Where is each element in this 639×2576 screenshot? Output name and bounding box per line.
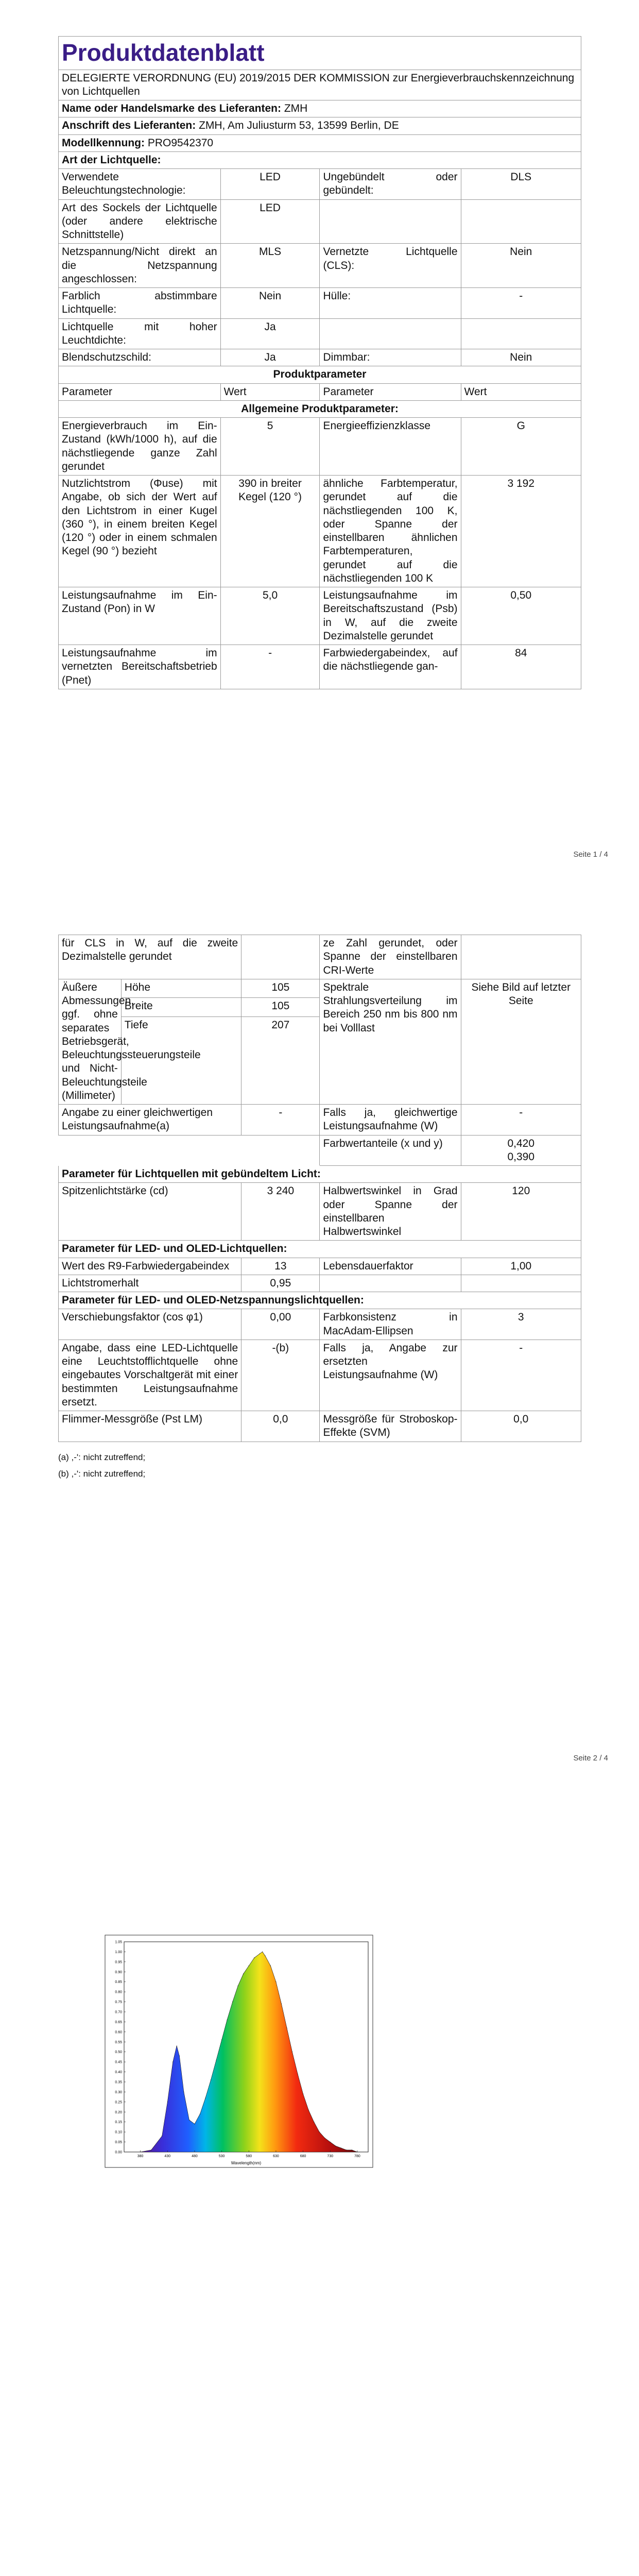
header-table: [58, 36, 581, 169]
general-row: [59, 587, 581, 645]
model-row: [59, 134, 581, 151]
type-row: [59, 199, 581, 244]
type-row: [59, 318, 581, 349]
param-value: 390 in breiter Kegel (120 °): [220, 476, 320, 587]
oled-row: [59, 1258, 581, 1275]
param-value: 3 240: [241, 1183, 320, 1241]
type-row: [59, 349, 581, 366]
param-value: 0,0: [241, 1411, 320, 1442]
page-number: Seite 2 / 4: [573, 1754, 608, 1762]
param-value: -(b): [241, 1340, 320, 1411]
param-value: 84: [461, 645, 581, 689]
continuation-table: [58, 935, 581, 1442]
continuation-row: [59, 935, 581, 979]
param-value: Ja: [220, 318, 320, 349]
param-value: 0,95: [241, 1275, 320, 1292]
oled-row: [59, 1275, 581, 1292]
param-label: ze Zahl gerundet, oder Spanne der einstellbaren CRI-Werte: [320, 935, 461, 979]
spectrum-svg: [105, 1935, 373, 2168]
equivalent-power-r-value: -: [461, 1105, 581, 1136]
param-value: G: [461, 418, 581, 476]
param-value: 0,0: [461, 1411, 581, 1442]
y-tick-label: 0.50: [115, 2050, 122, 2055]
param-label: für CLS in W, auf die zweite Dezimalstelle gerundet: [59, 935, 241, 979]
model-value: PRO9542370: [147, 137, 214, 149]
y-tick-label: 0.80: [115, 1990, 122, 1994]
param-value: 3 192: [461, 476, 581, 587]
y-tick-label: 1.05: [115, 1940, 122, 1944]
supplier-brand-row: [59, 100, 581, 117]
param-label: Angabe, dass eine LED-Lichtquelle eine Leuchtstofflichtquelle ohne eingebautes Vorschaltgerät mit einer bestimmten Leistungsaufnahme ersetzt.: [59, 1340, 241, 1411]
y-tick-label: 1.00: [115, 1950, 122, 1954]
x-tick-label: 780: [354, 2155, 360, 2158]
param-label: Energieeffizienzklasse: [320, 418, 461, 476]
footnote-b: (b) ,-': nicht zutreffend;: [58, 1468, 146, 1479]
type-row: [59, 288, 581, 319]
equivalent-power-label: [59, 1105, 241, 1136]
x-tick-label: 430: [164, 2155, 171, 2158]
param-label: Nutzlichtstrom (Φuse) mit Angabe, ob sich der Wert auf den Lichtstrom in einer Kugel (360 °), in einem breiten Kegel (120 °) oder in einem schmalen Kegel (90 °) bezieht: [59, 476, 221, 587]
spectrum-point: [275, 1981, 276, 1982]
product-params-heading: Produktparameter: [59, 366, 581, 383]
param-label: Netzspannung/Nicht direkt an die Netzspannung angeschlossen:: [59, 244, 221, 288]
general-params-heading: Allgemeine Produktparameter:: [59, 400, 581, 417]
regulation-text: DELEGIERTE VERORDNUNG (EU) 2019/2015 DER KOMMISSION zur Energieverbrauchskennzeichnung von Lichtquellen: [59, 70, 581, 100]
x-tick-label: 680: [300, 2155, 306, 2158]
empty-cell: [461, 935, 581, 979]
dls-heading: Parameter für Lichtquellen mit gebündeltem Licht:: [59, 1166, 581, 1183]
dimension-name: Tiefe: [121, 1017, 241, 1105]
y-tick-label: 0.35: [115, 2080, 122, 2084]
param-label: Halbwertswinkel in Grad oder Spanne der einstellbaren Halbwertswinkel: [320, 1183, 461, 1241]
dls-row: [59, 1183, 581, 1241]
mls-row: [59, 1411, 581, 1442]
param-label: Blendschutzschild:: [59, 349, 221, 366]
y-tick-label: 0.65: [115, 2020, 122, 2024]
param-label: Art des Sockels der Lichtquelle (oder andere elektrische Schnittstelle): [59, 199, 221, 244]
dimension-value: 105: [241, 979, 320, 998]
dimension-value: 105: [241, 998, 320, 1017]
spectral-distribution-label: Spektrale Strahlungsverteilung im Bereich 250 nm bis 800 nm bei Volllast: [320, 979, 461, 1104]
product-datasheet-page-2: [58, 935, 581, 1482]
mls-row: [59, 1340, 581, 1411]
y-tick-label: 0.60: [115, 2030, 122, 2035]
param-value: Nein: [220, 288, 320, 319]
param-label: [320, 199, 461, 244]
param-value: Nein: [461, 349, 581, 366]
x-axis-label: Wavelength(nm): [231, 2161, 262, 2165]
x-tick-label: 380: [137, 2155, 144, 2158]
param-value: Nein: [461, 244, 581, 288]
mls-row: [59, 1309, 581, 1340]
param-value: Ja: [220, 349, 320, 366]
general-row: [59, 476, 581, 587]
param-label: Dimmbar:: [320, 349, 461, 366]
y-tick-label: 0.25: [115, 2100, 122, 2105]
param-label: Hülle:: [320, 288, 461, 319]
page-2: [0, 904, 639, 1807]
param-value: 0,50: [461, 587, 581, 645]
y-tick-label: 0.75: [115, 2001, 122, 2005]
supplier-brand-value: ZMH: [284, 103, 308, 114]
type-row: [59, 169, 581, 200]
y-tick-label: 0.70: [115, 2010, 122, 2014]
y-tick-label: 0.95: [115, 1960, 122, 1964]
y-tick-label: 0.85: [115, 1980, 122, 1985]
y-tick-label: 0.45: [115, 2060, 122, 2064]
param-label: [320, 1275, 461, 1292]
param-value: 5: [220, 418, 320, 476]
param-value: 5,0: [220, 587, 320, 645]
x-tick-label: 580: [246, 2155, 252, 2158]
chromaticity-label: Farbwertanteile (x und y): [320, 1135, 461, 1166]
col-value-header: Wert: [461, 383, 581, 400]
equivalent-power-text: Angabe zu einer gleichwertigen Leistungsaufnahme(a): [62, 1107, 213, 1132]
param-label: [320, 318, 461, 349]
x-tick-label: 530: [218, 2155, 225, 2158]
empty-cell: [59, 1135, 320, 1166]
param-value: 13: [241, 1258, 320, 1275]
param-label: Verwendete Beleuchtungstechnologie:: [59, 169, 221, 200]
y-tick-label: 0.30: [115, 2090, 122, 2094]
general-row: [59, 418, 581, 476]
equivalent-power-r-label: Falls ja, gleichwertige Leistungsaufnahme (W): [320, 1105, 461, 1136]
param-value: [461, 199, 581, 244]
supplier-address-label: Anschrift des Lieferanten:: [62, 120, 196, 132]
y-tick-label: 0.15: [115, 2121, 122, 2125]
param-label: Leistungsaufnahme im vernetzten Bereitschaftsbetrieb (Pnet): [59, 645, 221, 689]
spectral-distribution-value: Siehe Bild auf letzter Seite: [461, 979, 581, 1104]
param-value: [461, 318, 581, 349]
dimensions-label: Äußere Abmessungen, ggf. ohne separates Betriebsgerät, Beleuchtungssteuerungsteile und Nicht-Beleuchtungsteile (Millimeter): [59, 979, 122, 1104]
spectrum-point: [270, 1965, 271, 1966]
param-value: 0,00: [241, 1309, 320, 1340]
footnote-a: (a) ,-': nicht zutreffend;: [58, 1452, 146, 1462]
param-label: Leistungsaufnahme im Ein-Zustand (Pon) in W: [59, 587, 221, 645]
col-param-header: Parameter: [59, 383, 221, 400]
param-label: Falls ja, Angabe zur ersetzten Leistungsaufnahme (W): [320, 1340, 461, 1411]
empty-cell: [241, 935, 320, 979]
model-label: Modellkennung:: [62, 137, 145, 149]
param-label: Messgröße für Stroboskop-Effekte (SVM): [320, 1411, 461, 1442]
y-tick-label: 0.00: [115, 2150, 122, 2155]
param-value: MLS: [220, 244, 320, 288]
x-tick-label: 730: [327, 2155, 334, 2158]
y-tick-label: 0.55: [115, 2040, 122, 2044]
param-label: Lebensdauerfaktor: [320, 1258, 461, 1275]
supplier-address-value: ZMH, Am Juliusturm 53, 13599 Berlin, DE: [199, 120, 399, 132]
supplier-brand-label: Name oder Handelsmarke des Lieferanten:: [62, 103, 281, 114]
y-tick-label: 0.90: [115, 1970, 122, 1974]
param-label: Flimmer-Messgröße (Pst LM): [59, 1411, 241, 1442]
param-label: Farblich abstimmbare Lichtquelle:: [59, 288, 221, 319]
param-label: Ungebündelt oder gebündelt:: [320, 169, 461, 200]
param-value: 120: [461, 1183, 581, 1241]
param-label: Farbkonsistenz in MacAdam-Ellipsen: [320, 1309, 461, 1340]
param-label: Vernetzte Lichtquelle (CLS):: [320, 244, 461, 288]
chromaticity-x: 0,420: [507, 1137, 535, 1149]
param-label: ähnliche Farbtemperatur, gerundet auf die nächstliegenden 100 K, oder Spanne der einstellbaren ähnlichen Farbtemperaturen, gerundet auf die nächstliegenden 100 K: [320, 476, 461, 587]
dimension-name: Breite: [121, 998, 241, 1017]
chromaticity-values: [461, 1135, 581, 1166]
supplier-address-row: [59, 117, 581, 134]
x-tick-label: 480: [192, 2155, 198, 2158]
param-value: [461, 1275, 581, 1292]
param-label: Leistungsaufnahme im Bereitschaftszustand (Psb) in W, auf die zweite Dezimalstelle gerundet: [320, 587, 461, 645]
equivalent-power-value: -: [241, 1105, 320, 1136]
light-source-type-heading: Art der Lichtquelle:: [59, 151, 581, 168]
spectral-distribution-chart: [105, 1935, 373, 2168]
param-value: -: [461, 1340, 581, 1411]
y-tick-label: 0.05: [115, 2141, 122, 2145]
param-label: Energieverbrauch im Ein-Zustand (kWh/1000 h), auf die nächstliegende ganze Zahl gerundet: [59, 418, 221, 476]
param-value: LED: [220, 169, 320, 200]
dimension-value: 207: [241, 1017, 320, 1105]
page-number: Seite 1 / 4: [573, 850, 608, 859]
param-label: Lichtquelle mit hoher Leuchtdichte:: [59, 318, 221, 349]
dimension-name: Höhe: [121, 979, 241, 998]
param-label: Lichtstromerhalt: [59, 1275, 241, 1292]
datasheet-title: Produktdatenblatt: [59, 37, 581, 70]
general-row: [59, 645, 581, 689]
y-tick-label: 0.40: [115, 2071, 122, 2075]
column-header-row: [59, 383, 581, 400]
col-value-header: Wert: [220, 383, 320, 400]
page-3: [0, 1807, 639, 2576]
type-table: [58, 168, 581, 689]
param-label: Verschiebungsfaktor (cos φ1): [59, 1309, 241, 1340]
param-value: 1,00: [461, 1258, 581, 1275]
dimension-row: [59, 979, 581, 998]
mls-heading: Parameter für LED- und OLED-Netzspannungslichtquellen:: [59, 1292, 581, 1309]
param-value: -: [461, 288, 581, 319]
param-value: -: [220, 645, 320, 689]
param-value: 3: [461, 1309, 581, 1340]
param-value: LED: [220, 199, 320, 244]
param-value: DLS: [461, 169, 581, 200]
product-datasheet-page-1: [58, 36, 581, 689]
x-tick-label: 630: [273, 2155, 279, 2158]
col-param-header: Parameter: [320, 383, 461, 400]
type-row: [59, 244, 581, 288]
y-tick-label: 0.10: [115, 2130, 122, 2134]
oled-heading: Parameter für LED- und OLED-Lichtquellen:: [59, 1241, 581, 1258]
param-label: Wert des R9-Farbwiedergabeindex: [59, 1258, 241, 1275]
page-1: [0, 0, 639, 904]
chromaticity-row: [59, 1135, 581, 1166]
param-label: Farbwiedergabeindex, auf die nächstliegende gan-: [320, 645, 461, 689]
chromaticity-y: 0,390: [507, 1150, 535, 1163]
param-label: Spitzenlichtstärke (cd): [59, 1183, 241, 1241]
y-tick-label: 0.20: [115, 2110, 122, 2114]
footnotes: [58, 1449, 581, 1483]
equivalent-power-row: [59, 1105, 581, 1136]
